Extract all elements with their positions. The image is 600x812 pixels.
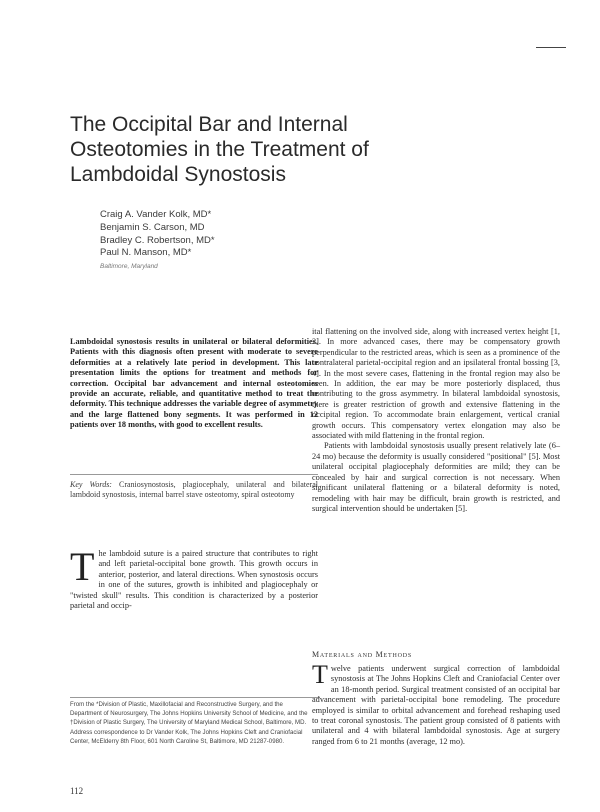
- header-rule: [536, 47, 566, 48]
- introduction-paragraph: [70, 544, 318, 611]
- methods-paragraph: [312, 660, 560, 747]
- footnotes: [70, 697, 310, 748]
- title-line: The Occipital Bar and Internal: [70, 113, 348, 136]
- keywords-label: Key Words:: [70, 480, 112, 489]
- body-paragraph: ital flattening on the involved side, along with increased vertex height [1, 2]. In more advanced cases, there may be compensatory growth perpendicular to the restricted areas, which is seen as a prominence of the contralateral parietal-occipital region and an ipsilateral frontal bossing [3, 4]. In the most severe cases, flattening in the frontal region may also be seen. In addition, the ear may be more posteriorly displaced, thus contributing to the gross asymmetry. In bilateral lambdoidal synostosis, there is greater restriction of growth and extensive flattening in the occipital region. To accommodate brain enlargement, vertical cranial growth occurs. This compensatory vertex elongation may also be associated with mild flattening in the frontal region.: [312, 327, 560, 441]
- title-line: Lambdoidal Synostosis: [70, 163, 286, 186]
- drop-cap: T: [70, 544, 95, 589]
- page-number: 112: [70, 786, 84, 796]
- affiliation-footnote: From the *Division of Plastic, Maxillofacial and Reconstructive Surgery, and the Department of Neurosurgery, The Johns Hopkins University School of Medicine, and the †Division of Plastic Surgery, The University of Maryland Medical School, Baltimore, MD.: [70, 701, 308, 726]
- methods-text: welve patients underwent surgical correction of lambdoidal synostosis at The Johns Hopkins Cleft and Craniofacial Center over an 18-month period. Surgical treatment consisted of an occipital bar advancement with parietal-occipital bone remodeling. The procedure employed is similar to orbital advancement and forehead reshaping used to treat coronal synostosis. The patient group consisted of 8 patients with unilateral and 4 with bilateral lambdoidal synostosis. Age at surgery ranged from 6 to 21 months (average, 12 mo).: [312, 664, 560, 746]
- section-heading: Materials and Methods: [312, 650, 413, 659]
- author: Craig A. Vander Kolk, MD*: [100, 209, 212, 220]
- author: Paul N. Manson, MD*: [100, 247, 192, 259]
- author: Bradley C. Robertson, MD*: [100, 234, 215, 246]
- article-title: [70, 112, 400, 187]
- drop-cap: T: [312, 660, 328, 689]
- title-line: Osteotomies in the Treatment of: [70, 138, 369, 161]
- abstract: Lambdoidal synostosis results in unilateral or bilateral deformities. Patients with this diagnosis often present with moderate to severe deformities at a relatively late period in development. This late presentation limits the options for treatment and methods for correction. Occipital bar advancement and internal osteotomies provide an accurate, reliable, and quantitative method to treat the deformity. This technique addresses the variable degree of asymmetry and the large flattened bony segments. It was performed in 12 patients over 18 months, with good to excellent results.: [70, 337, 318, 430]
- footnote-rule: [70, 697, 320, 698]
- author-location: Baltimore, Maryland: [100, 263, 158, 271]
- body-paragraph: Patients with lambdoidal synostosis usually present relatively late (6–24 mo) because the deformity is usually considered "positional" [5]. Most unilateral occipital plagiocephaly deformities are mild; they can be concealed by hair and surgical correction is not necessary. When significant unilateral flattening or a bilateral deformity is noted, remodeling with hair may be difficult, brain growth is restricted, and surgical intervention should be undertaken [5].: [312, 441, 560, 513]
- author: Benjamin S. Carson, MD: [100, 221, 205, 233]
- correspondence-footnote: Address correspondence to Dr Vander Kolk, The Johns Hopkins Cleft and Craniofacial Center, McElderry 8th Floor, 601 North Caroline St, Baltimore, MD 21287-0980.: [70, 728, 303, 745]
- author-list: [100, 209, 320, 274]
- keywords: [70, 474, 318, 501]
- introduction-text: he lambdoid suture is a paired structure that contributes to right and left parietal-occipital bone growth. This growth occurs in anterior, posterior, and lateral directions. When synostosis occurs in one of the sutures, growth is inhibited and plagiocephaly or "twisted skull" results. This condition is characterized by a posterior parietal and occip-: [70, 549, 318, 611]
- keywords-text: Craniosynostosis, plagiocephaly, unilateral and bilateral lambdoid synostosis, internal barrel stave osteotomy, spiral osteotomy: [70, 480, 318, 500]
- body-text-right: [312, 327, 560, 514]
